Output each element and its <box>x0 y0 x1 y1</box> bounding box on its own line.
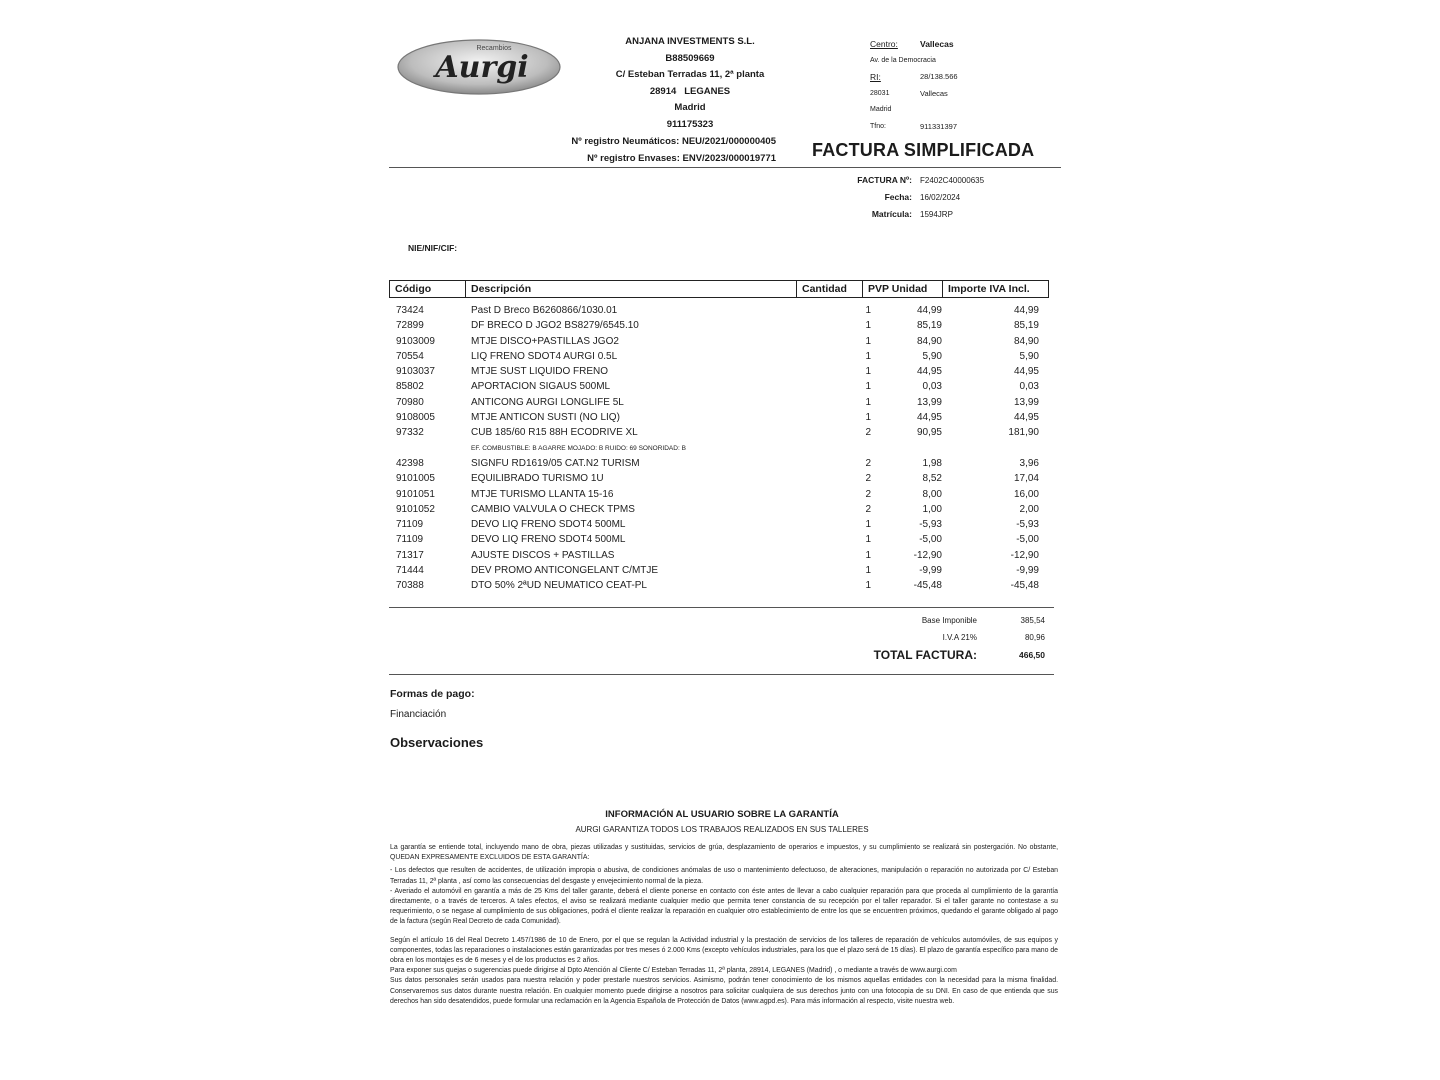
cell-pvp-unidad: 13,99 <box>916 396 942 408</box>
cell-descripcion: APORTACION SIGAUS 500ML <box>471 381 611 393</box>
guarantee-paragraph: - Los defectos que resulten de accidentes, de utilización impropia o abusiva, de condiciones anómalas de uso o mantenimiento defectuoso, de alteraciones, manipulación o reparación no autorizada por C/ Esteban Terradas 11, 2ª planta , así como las consecuencias del desgaste y envejecimiento normal de la pieza. <box>390 867 1058 885</box>
table-row-note <box>389 441 1049 456</box>
table-row <box>389 578 1049 593</box>
cell-descripcion: DF BRECO D JGO2 BS8279/6545.10 <box>471 320 639 332</box>
tel-value: 911331397 <box>920 121 957 131</box>
cell-cantidad: 1 <box>865 519 871 531</box>
cell-importe: 3,96 <box>1019 457 1039 469</box>
guarantee-paragraph: La garantía se entiende total, incluyendo mano de obra, piezas utilizadas y sustituidas, servicios de grúa, desplazamiento de operarios e impuestos, y su cumplimiento se realizará sin postergación. No obstante, QUEDAN EXPRESAMENTE EXCLUIDOS DE ESTA GARANTÍA: <box>390 844 1058 862</box>
guarantee-subtitle: AURGI GARANTIZA TODOS LOS TRABAJOS REALIZADOS EN SUS TALLERES <box>575 825 869 834</box>
cell-pvp-unidad: 44,95 <box>916 412 942 424</box>
matricula-label: Matrícula: <box>871 209 912 219</box>
cell-cantidad: 1 <box>865 366 871 378</box>
cell-codigo: 73424 <box>396 305 424 316</box>
cell-descripcion: DEV PROMO ANTICONGELANT C/MTJE <box>471 565 659 577</box>
company-postal: 28914 LEGANES <box>649 85 731 97</box>
table-body <box>389 303 1049 594</box>
cell-importe: 44,95 <box>1013 412 1039 424</box>
cell-descripcion: MTJE ANTICON SUSTI (NO LIQ) <box>471 412 620 424</box>
cell-cantidad: 1 <box>865 580 871 592</box>
cell-cantidad: 1 <box>865 305 871 316</box>
fecha-label: Fecha: <box>884 192 912 202</box>
table-row <box>389 563 1049 578</box>
table-row <box>389 425 1049 440</box>
table-bottom-divider <box>389 607 1054 608</box>
cell-cantidad: 2 <box>865 473 871 485</box>
cell-descripcion: DEVO LIQ FRENO SDOT4 500ML <box>471 519 626 531</box>
cell-pvp-unidad: -5,00 <box>919 534 942 546</box>
cell-cantidad: 1 <box>865 350 871 362</box>
table-row <box>389 303 1049 318</box>
cell-pvp-unidad: -9,99 <box>919 565 942 577</box>
iva-label: I.V.A 21% <box>942 633 977 642</box>
centro-label: Centro: <box>870 39 898 49</box>
header-divider <box>389 167 1061 168</box>
cell-pvp-unidad: 44,95 <box>916 366 942 378</box>
cell-codigo: 9103009 <box>396 335 435 347</box>
fecha-value: 16/02/2024 <box>920 193 961 202</box>
cell-codigo: 71109 <box>396 534 424 546</box>
col-cantidad: Cantidad <box>797 281 863 297</box>
cell-cantidad: 2 <box>865 503 871 515</box>
registro-neumaticos: Nº registro Neumáticos: NEU/2021/000000405 <box>571 136 776 147</box>
cell-cantidad: 1 <box>865 335 871 347</box>
totals-divider <box>389 674 1054 675</box>
col-pvp-unidad: PVP Unidad <box>863 281 943 297</box>
invoice-meta <box>820 172 984 223</box>
table-row <box>389 410 1049 425</box>
cell-descripcion: DEVO LIQ FRENO SDOT4 500ML <box>471 534 626 546</box>
cell-descripcion: LIQ FRENO SDOT4 AURGI 0.5L <box>471 350 618 362</box>
cell-codigo: 9101005 <box>396 473 435 485</box>
cell-pvp-unidad: 85,19 <box>916 320 942 332</box>
cell-importe: 17,04 <box>1013 473 1039 485</box>
table-header <box>389 280 1049 298</box>
cell-codigo: 72899 <box>396 320 424 332</box>
cell-codigo: 71109 <box>396 519 424 531</box>
company-city: Madrid <box>674 102 706 114</box>
company-street: C/ Esteban Terradas 11, 2ª planta <box>615 69 765 81</box>
cell-pvp-unidad: 44,99 <box>916 305 942 316</box>
logo-text: Aurgi <box>435 50 529 85</box>
cell-codigo: 97332 <box>396 427 424 439</box>
col-importe: Importe IVA Incl. <box>948 283 1030 295</box>
cell-codigo: 42398 <box>396 457 424 469</box>
cell-cantidad: 1 <box>865 534 871 546</box>
formas-pago-value: Financiación <box>390 709 447 720</box>
cell-importe: 16,00 <box>1013 488 1039 500</box>
centro-value: Vallecas <box>920 39 954 49</box>
invoice-title: FACTURA SIMPLIFICADA <box>812 140 1035 160</box>
cell-descripcion: MTJE SUST LIQUIDO FRENO <box>471 366 609 378</box>
cell-importe: -5,00 <box>1016 534 1039 546</box>
cell-codigo: 70388 <box>396 580 424 592</box>
guarantee-paragraph: Según el artículo 16 del Real Decreto 1.457/1986 de 10 de Enero, por el que se regulan la Actividad industrial y la prestación de servicios de los talleres de reparación de vehículos automóviles, de sus equipos y componentes, todas las reparaciones o instalaciones están garantizadas por tres meses ó 2.000 Kms (excepto vehículos industriales, para los que el plazo será de 15 días). El plazo de garantía específico para mano de obra en los montajes es de 6 meses y el de los productos es 2 años. <box>390 936 1059 965</box>
table-row <box>389 532 1049 547</box>
table-row <box>389 349 1049 364</box>
cell-codigo <box>389 441 471 456</box>
cell-cantidad: 2 <box>865 488 871 500</box>
cell-descripcion: MTJE DISCO+PASTILLAS JGO2 <box>471 335 619 347</box>
cell-importe: 13,99 <box>1013 396 1039 408</box>
cell-codigo: 9101051 <box>396 488 435 500</box>
table-row <box>389 502 1049 517</box>
table-row <box>389 471 1049 486</box>
cell-importe: 2,00 <box>1019 503 1039 515</box>
table-row <box>389 318 1049 333</box>
centro-city: Madrid <box>870 106 892 114</box>
guarantee-paragraph: Sus datos personales serán usados para nuestra relación y poder prestarle nuestros servicios. Asimismo, podrán tener conocimiento de los mismos aquellas entidades con la necesidad para la misma finalidad. Conservaremos sus datos durante nuestra relación. En cualquier momento puede dirigirse a nosotros para solicitar cualquiera de sus derechos junto con una fotocopia de su DNI. En caso de que entienda que sus derechos han sido desatendidos, puede formular una reclamación en la Agencia Española de Protección de Datos (www.agpd.es). Para más información al respecto, visite nuestra web. <box>390 977 1058 1005</box>
iva-value: 80,96 <box>1024 633 1045 642</box>
cell-codigo: 9101052 <box>396 503 435 515</box>
table-row <box>389 517 1049 532</box>
table-row <box>389 379 1049 394</box>
guarantee-paragraph: - Averiado el automóvil en garantía a más de 25 Kms del taller garante, deberá el cliente ponerse en contacto con éste antes de llevar a cabo cualquier reparación para que proceda al cumplimiento de la garantía directamente, o a través de terceros. A tales efectos, el aviso se realizará mediante cualquier medio que permita tener constancia de su recepción por el taller reparador. Si el taller garante no contestase a su requerimiento, o se negase al cumplimiento de sus obligaciones, podrá el cliente realizar la reparación en cualquier otro establecimiento de entre los que se encuentren próximos, quedando el garante obligado al pago de la factura (según Real Decreto de cada Comunidad). <box>390 887 1058 926</box>
cell-codigo: 85802 <box>396 381 424 393</box>
observaciones-label: Observaciones <box>390 735 484 750</box>
cell-importe: 181,90 <box>1008 427 1039 439</box>
table-row <box>389 395 1049 410</box>
cp-value: Vallecas <box>920 88 948 98</box>
cell-pvp-unidad: 8,52 <box>922 473 942 485</box>
cell-importe: 85,19 <box>1013 320 1039 332</box>
cell-pvp-unidad: 84,90 <box>916 335 942 347</box>
aurgi-logo <box>396 36 562 98</box>
cell-cantidad: 2 <box>865 427 871 439</box>
cell-cantidad: 1 <box>865 381 871 393</box>
cell-descripcion: CAMBIO VALVULA O CHECK TPMS <box>471 503 635 515</box>
cell-importe: -12,90 <box>1010 549 1039 561</box>
base-value: 385,54 <box>1020 616 1045 625</box>
centro-block <box>870 36 1050 136</box>
cell-descripcion: DTO 50% 2ªUD NEUMATICO CEAT-PL <box>471 580 647 592</box>
cell-importe <box>942 441 1039 456</box>
cell-importe: 44,99 <box>1013 305 1039 316</box>
cell-descripcion: EF. COMBUSTIBLE: B AGARRE MOJADO: B RUIDO: 69 SONORIDAD: B <box>471 444 686 452</box>
cell-codigo: 70980 <box>396 396 424 408</box>
table-row <box>389 487 1049 502</box>
cell-codigo: 9103037 <box>396 366 435 378</box>
cell-codigo: 70554 <box>396 350 424 362</box>
cell-cantidad: 1 <box>865 320 871 332</box>
company-phone: 911175323 <box>666 118 714 130</box>
cell-descripcion: AJUSTE DISCOS + PASTILLAS <box>471 549 615 561</box>
ri-label: RI: <box>870 72 881 83</box>
cell-importe: -45,48 <box>1010 580 1039 592</box>
total-value: 466,50 <box>1019 650 1045 660</box>
cell-importe: 0,03 <box>1019 381 1039 393</box>
registro-envases: Nº registro Envases: ENV/2023/000019771 <box>587 152 776 164</box>
cell-importe: -9,99 <box>1016 565 1039 577</box>
guarantee-body <box>390 843 1058 1010</box>
factura-value: F2402C40000635 <box>920 176 985 185</box>
cell-pvp-unidad: 0,03 <box>922 381 942 393</box>
guarantee-title: INFORMACIÓN AL USUARIO SOBRE LA GARANTÍA <box>605 809 839 820</box>
cell-codigo: 71317 <box>396 549 424 561</box>
cell-cantidad: 1 <box>865 412 871 424</box>
col-descripcion: Descripción <box>466 281 797 297</box>
cell-cantidad: 1 <box>865 396 871 408</box>
cell-importe: 5,90 <box>1019 350 1039 362</box>
tel-label: Tfno: <box>870 122 886 130</box>
formas-pago-label: Formas de pago: <box>390 688 475 700</box>
matricula-value: 1594JRP <box>920 210 953 219</box>
ri-value: 28/138.566 <box>920 72 958 82</box>
cell-descripcion: Past D Breco B6260866/1030.01 <box>471 305 618 316</box>
cp-label: 28031 <box>870 89 890 97</box>
table-row <box>389 364 1049 379</box>
cell-codigo: 71444 <box>396 565 424 577</box>
cell-pvp-unidad: 8,00 <box>922 488 942 500</box>
cell-importe: 44,95 <box>1013 366 1039 378</box>
cell-pvp-unidad: 1,98 <box>922 457 942 469</box>
cell-descripcion: MTJE TURISMO LLANTA 15-16 <box>471 488 614 500</box>
centro-address: Av. de la Democracia <box>870 56 936 64</box>
cell-importe: 84,90 <box>1013 335 1039 347</box>
cell-descripcion: CUB 185/60 R15 88H ECODRIVE XL <box>471 427 638 439</box>
totals-block <box>760 612 1045 664</box>
cell-descripcion: ANTICONG AURGI LONGLIFE 5L <box>471 396 624 408</box>
total-label: TOTAL FACTURA: <box>873 648 977 662</box>
logo-small-text: Recambios <box>476 45 512 52</box>
base-label: Base Imponible <box>921 616 977 625</box>
cell-descripcion: SIGNFU RD1619/05 CAT.N2 TURISM <box>471 457 640 469</box>
nie-label: NIE/NIF/CIF: <box>408 243 458 253</box>
cell-importe: -5,93 <box>1016 519 1039 531</box>
company-name: ANJANA INVESTMENTS S.L. <box>625 36 755 47</box>
cell-pvp-unidad: -12,90 <box>913 549 942 561</box>
cell-descripcion: EQUILIBRADO TURISMO 1U <box>471 473 604 485</box>
company-cif: B88509669 <box>665 52 715 64</box>
cell-cantidad: 1 <box>865 549 871 561</box>
company-block <box>580 34 800 134</box>
factura-label: FACTURA Nº: <box>857 175 912 185</box>
cell-pvp-unidad <box>871 441 942 456</box>
cell-cantidad <box>853 441 871 456</box>
cell-cantidad: 1 <box>865 565 871 577</box>
cell-pvp-unidad: 1,00 <box>922 503 942 515</box>
cell-pvp-unidad: -5,93 <box>919 519 942 531</box>
guarantee-paragraph: Para exponer sus quejas o sugerencias puede dirigirse al Dpto Atención al Cliente C/ Esteban Terradas 11, 2ª planta, 28914, LEGANES (Madrid) , o mediante a través de www.aurgi.com <box>390 967 957 975</box>
cell-pvp-unidad: 5,90 <box>922 350 942 362</box>
cell-pvp-unidad: -45,48 <box>913 580 942 592</box>
registro-block <box>520 134 776 167</box>
cell-pvp-unidad: 90,95 <box>916 427 942 439</box>
table-row <box>389 548 1049 563</box>
cell-cantidad: 2 <box>865 457 871 469</box>
col-codigo: Código <box>390 281 466 297</box>
table-row <box>389 456 1049 471</box>
cell-codigo: 9108005 <box>396 412 435 424</box>
table-row <box>389 334 1049 349</box>
